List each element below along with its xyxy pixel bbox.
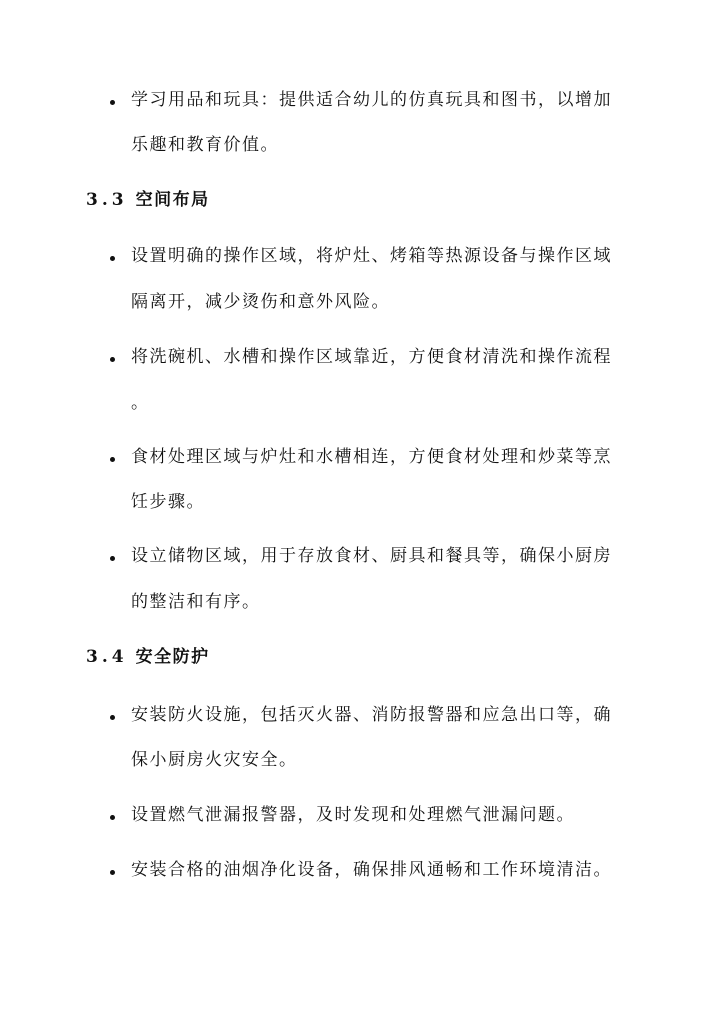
list-item-line: 设置燃气泄漏报警器，及时发现和处理燃气泄漏问题。 <box>131 805 575 825</box>
list-item-line: 的整洁和有序。 <box>131 592 261 612</box>
list-item-line: 食材处理区域与炉灶和水槽相连，方便食材处理和炒菜等烹 <box>131 447 612 467</box>
bullet-dot-icon <box>110 457 115 462</box>
list-item-line: 设置明确的操作区域，将炉灶、烤箱等热源设备与操作区域 <box>131 246 612 266</box>
list-item-line: 设立储物区域，用于存放食材、厨具和餐具等，确保小厨房 <box>131 546 612 566</box>
list-item-line: 。 <box>131 393 150 413</box>
list-item-line: 保小厨房火灾安全。 <box>131 750 298 770</box>
bullet-dot-icon <box>110 715 115 720</box>
list-item-line: 将洗碗机、水槽和操作区域靠近，方便食材清洗和操作流程 <box>131 347 612 367</box>
bullet-dot-icon <box>110 256 115 261</box>
list-item-line: 隔离开，减少烫伤和意外风险。 <box>131 292 390 312</box>
bullet-dot-icon <box>110 870 115 875</box>
list-item-line: 饪步骤。 <box>131 492 205 512</box>
bullet-dot-icon <box>110 815 115 820</box>
list-item-line: 安装合格的油烟净化设备，确保排风通畅和工作环境清洁。 <box>131 860 612 880</box>
section-number: 3.4 <box>86 647 128 667</box>
section-title: 安全防护 <box>135 647 210 667</box>
section-number: 3.3 <box>86 190 128 210</box>
bullet-dot-icon <box>110 556 115 561</box>
list-item-line: 乐趣和教育价值。 <box>131 135 279 155</box>
bullet-dot-icon <box>110 357 115 362</box>
bullet-dot-icon <box>110 100 115 105</box>
section-title: 空间布局 <box>135 190 210 210</box>
list-item-line: 安装防火设施，包括灭火器、消防报警器和应急出口等，确 <box>131 705 612 725</box>
list-item-line: 学习用品和玩具：提供适合幼儿的仿真玩具和图书，以增加 <box>131 90 612 110</box>
